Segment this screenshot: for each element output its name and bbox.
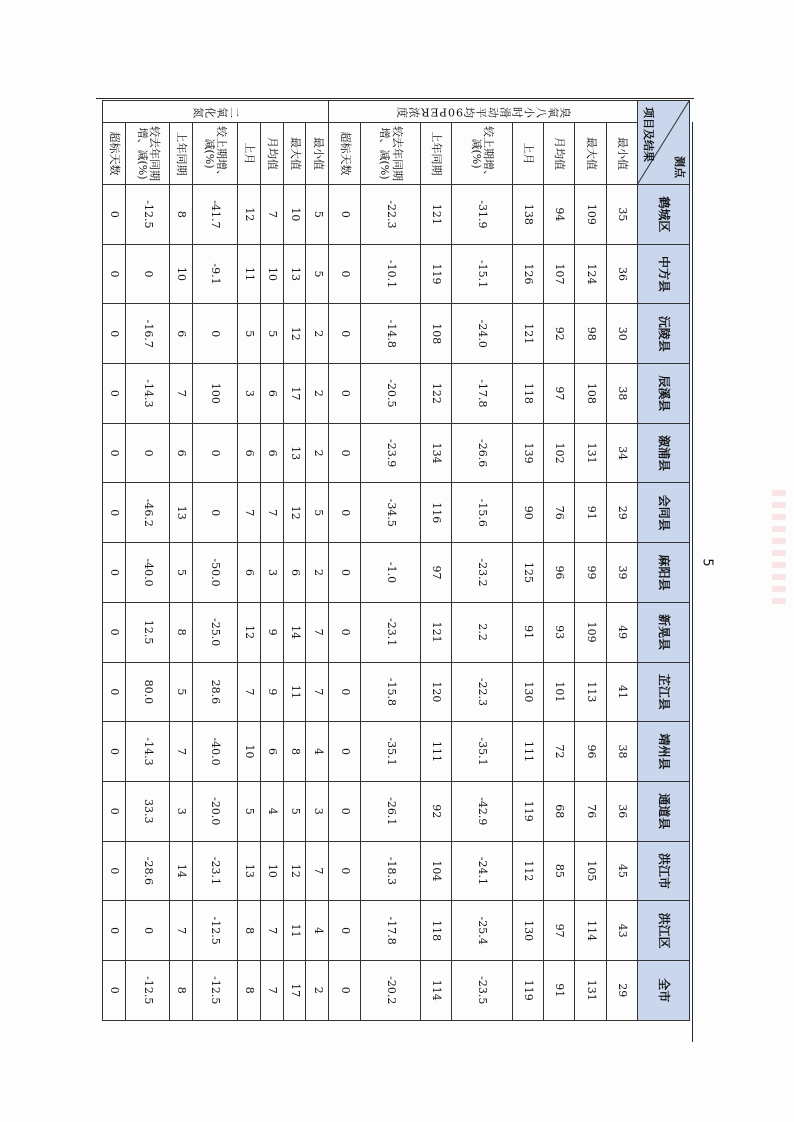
red-stamp-fragment	[772, 490, 786, 610]
row-label: 超标天数	[329, 123, 360, 185]
table-cell: 6	[260, 364, 283, 424]
row-label: 最大值	[575, 123, 606, 185]
group-label: 臭氧八小时滑动平均90PER浓度	[329, 101, 638, 123]
table-cell: 85	[544, 841, 575, 901]
table-cell: 8	[283, 722, 306, 782]
table-cell: -34.5	[360, 483, 420, 543]
table-cell: -41.7	[193, 185, 237, 245]
table-cell: -15.8	[360, 662, 420, 722]
table-cell: 36	[606, 781, 637, 841]
table-cell: -23.1	[360, 602, 420, 662]
table-cell: 119	[512, 960, 543, 1020]
table-cell: 93	[544, 602, 575, 662]
table-cell: 116	[421, 483, 452, 543]
table-cell: 5	[170, 662, 193, 722]
table-cell: 7	[306, 662, 329, 722]
table-cell: 121	[421, 602, 452, 662]
table-cell: 96	[575, 722, 606, 782]
table-cell: -23.9	[360, 423, 420, 483]
table-cell: -42.9	[452, 781, 512, 841]
table-cell: 12	[283, 304, 306, 364]
table-cell: 36	[606, 244, 637, 304]
table-cell: 68	[544, 781, 575, 841]
table-cell: 11	[237, 244, 260, 304]
table-cell: -15.6	[452, 483, 512, 543]
table-cell: 2	[306, 423, 329, 483]
table-cell: 0	[329, 901, 360, 961]
table-cell: 0	[329, 662, 360, 722]
row-label: 较去年同期增、减(%)	[360, 123, 420, 185]
table-cell: 7	[170, 901, 193, 961]
table-cell: 0	[126, 901, 170, 961]
table-cell: 112	[512, 841, 543, 901]
table-cell: 0	[103, 901, 126, 961]
table-cell: -14.3	[126, 722, 170, 782]
corner-header	[638, 101, 690, 185]
table-cell: 0	[329, 244, 360, 304]
table-cell: 0	[329, 722, 360, 782]
table-cell: 108	[421, 304, 452, 364]
table-cell: 0	[126, 244, 170, 304]
table-cell: 7	[260, 483, 283, 543]
table-cell: 2	[306, 304, 329, 364]
column-header: 溆浦县	[638, 423, 690, 483]
row-label: 月均值	[544, 123, 575, 185]
column-header: 辰溪县	[638, 364, 690, 424]
table-cell: 92	[544, 304, 575, 364]
table-row	[575, 101, 606, 1021]
table-cell: 10	[237, 722, 260, 782]
table-cell: 3	[260, 543, 283, 603]
row-label: 超标天数	[103, 123, 126, 185]
table-cell: 12	[283, 841, 306, 901]
scan-border-left	[692, 122, 693, 1042]
table-cell: 114	[575, 901, 606, 961]
table-cell: -20.2	[360, 960, 420, 1020]
table-cell: 118	[512, 364, 543, 424]
table-cell: 10	[260, 244, 283, 304]
table-cell: 8	[170, 185, 193, 245]
table-cell: 10	[170, 244, 193, 304]
column-header: 鹤城区	[638, 185, 690, 245]
table-cell: 34	[606, 423, 637, 483]
table-cell: 0	[329, 781, 360, 841]
table-cell: 122	[421, 364, 452, 424]
table-cell: 10	[260, 841, 283, 901]
table-cell: 6	[260, 423, 283, 483]
table-cell: 33.3	[126, 781, 170, 841]
table-cell: 0	[329, 364, 360, 424]
table-cell: 0	[329, 423, 360, 483]
table-cell: 49	[606, 602, 637, 662]
table-cell: 0	[329, 304, 360, 364]
table-cell: 125	[512, 543, 543, 603]
table-cell: 2	[306, 960, 329, 1020]
table-cell: 76	[575, 781, 606, 841]
table-row	[606, 101, 637, 1021]
row-label: 月均值	[260, 123, 283, 185]
table-cell: 0	[193, 304, 237, 364]
page-number: 5	[699, 558, 715, 567]
table-cell: 14	[283, 602, 306, 662]
table-cell: 7	[260, 185, 283, 245]
table-cell: -26.1	[360, 781, 420, 841]
column-header: 中方县	[638, 244, 690, 304]
column-header: 洪江市	[638, 841, 690, 901]
table-cell: 17	[283, 364, 306, 424]
table-cell: -23.1	[193, 841, 237, 901]
table-cell: 29	[606, 483, 637, 543]
table-row	[512, 101, 543, 1021]
table-cell: 5	[260, 304, 283, 364]
row-label: 上年同期	[170, 123, 193, 185]
table-cell: 113	[575, 662, 606, 722]
row-label: 最小值	[606, 123, 637, 185]
table-row	[544, 101, 575, 1021]
table-cell: 12.5	[126, 602, 170, 662]
table-cell: 38	[606, 722, 637, 782]
column-header: 靖州县	[638, 722, 690, 782]
table-cell: 111	[512, 722, 543, 782]
table-cell: 7	[306, 602, 329, 662]
table-cell: 0	[103, 244, 126, 304]
table-cell: 0	[103, 543, 126, 603]
table-cell: 0	[103, 602, 126, 662]
table-cell: 131	[575, 423, 606, 483]
table-cell: -26.6	[452, 423, 512, 483]
table-cell: 5	[306, 483, 329, 543]
table-cell: 109	[575, 185, 606, 245]
table-cell: 14	[170, 841, 193, 901]
table-cell: 7	[260, 960, 283, 1020]
table-cell: -23.2	[452, 543, 512, 603]
table-cell: -15.1	[452, 244, 512, 304]
table-cell: 91	[575, 483, 606, 543]
table-row	[237, 101, 260, 1021]
table-cell: 102	[544, 423, 575, 483]
table-cell: 0	[103, 781, 126, 841]
table-cell: -16.7	[126, 304, 170, 364]
table-cell: 3	[306, 781, 329, 841]
table-cell: 2	[306, 543, 329, 603]
table-cell: 107	[544, 244, 575, 304]
table-cell: 91	[544, 960, 575, 1020]
table-cell: 2	[306, 364, 329, 424]
table-cell: -22.3	[452, 662, 512, 722]
table-cell: 11	[283, 662, 306, 722]
table-cell: 119	[421, 244, 452, 304]
table-cell: -46.2	[126, 483, 170, 543]
table-row	[170, 101, 193, 1021]
table-cell: 0	[126, 423, 170, 483]
table-cell: 13	[283, 244, 306, 304]
row-label: 上年同期	[421, 123, 452, 185]
table-cell: 12	[283, 483, 306, 543]
table-cell: 38	[606, 364, 637, 424]
table-cell: 126	[512, 244, 543, 304]
table-cell: 96	[544, 543, 575, 603]
table-cell: 10	[283, 185, 306, 245]
table-cell: 6	[170, 304, 193, 364]
column-header: 沅陵县	[638, 304, 690, 364]
row-label: 上月	[237, 123, 260, 185]
column-header: 全市	[638, 960, 690, 1020]
table-cell: 5	[306, 244, 329, 304]
table-cell: -40.0	[193, 722, 237, 782]
table-cell: -24.0	[452, 304, 512, 364]
table-cell: 8	[237, 901, 260, 961]
table-cell: -14.8	[360, 304, 420, 364]
table-row	[260, 101, 283, 1021]
table-cell: 121	[421, 185, 452, 245]
table-cell: 9	[260, 602, 283, 662]
table-cell: 0	[103, 304, 126, 364]
column-header: 新晃县	[638, 602, 690, 662]
table-cell: -50.0	[193, 543, 237, 603]
table-cell: 109	[575, 602, 606, 662]
table-cell: -31.9	[452, 185, 512, 245]
table-cell: 0	[103, 722, 126, 782]
table-cell: 0	[329, 960, 360, 1020]
table-cell: 72	[544, 722, 575, 782]
table-cell: 13	[283, 423, 306, 483]
table-cell: -20.0	[193, 781, 237, 841]
table-row	[306, 101, 329, 1021]
table-cell: 0	[193, 483, 237, 543]
air-quality-table	[102, 100, 690, 1021]
column-header: 麻阳县	[638, 543, 690, 603]
table-cell: 138	[512, 185, 543, 245]
table-cell: -28.6	[126, 841, 170, 901]
table-cell: 8	[170, 960, 193, 1020]
table-cell: 131	[575, 960, 606, 1020]
table-cell: -12.5	[193, 901, 237, 961]
table-cell: -25.4	[452, 901, 512, 961]
table-cell: 130	[512, 901, 543, 961]
table-cell: 0	[329, 483, 360, 543]
table-cell: -12.5	[193, 960, 237, 1020]
table-cell: 6	[283, 543, 306, 603]
table-cell: 5	[306, 185, 329, 245]
table-cell: 0	[329, 841, 360, 901]
table-row	[103, 101, 126, 1021]
table-cell: 4	[260, 781, 283, 841]
group-label: 二氧化氮	[103, 101, 329, 123]
table-cell: -22.3	[360, 185, 420, 245]
table-cell: 92	[421, 781, 452, 841]
table-cell: 43	[606, 901, 637, 961]
table-cell: -17.8	[452, 364, 512, 424]
row-label: 较上期增、减(%)	[452, 123, 512, 185]
table-cell: 0	[103, 960, 126, 1020]
table-cell: 114	[421, 960, 452, 1020]
table-cell: 0	[329, 185, 360, 245]
table-cell: 0	[103, 483, 126, 543]
table-cell: 0	[103, 185, 126, 245]
table-cell: 121	[512, 304, 543, 364]
table-cell: 5	[283, 781, 306, 841]
column-header: 会同县	[638, 483, 690, 543]
table-cell: -20.5	[360, 364, 420, 424]
table-cell: 4	[306, 901, 329, 961]
table-cell: 13	[170, 483, 193, 543]
table-cell: 3	[237, 364, 260, 424]
table-cell: 104	[421, 841, 452, 901]
table-cell: -12.5	[126, 960, 170, 1020]
table-cell: -35.1	[360, 722, 420, 782]
table-cell: 7	[237, 662, 260, 722]
table-cell: 0	[193, 423, 237, 483]
table-cell: 119	[512, 781, 543, 841]
table-cell: 0	[329, 602, 360, 662]
table-cell: -9.1	[193, 244, 237, 304]
table-cell: 8	[170, 602, 193, 662]
table-cell: 97	[421, 543, 452, 603]
table-cell: 29	[606, 960, 637, 1020]
table-cell: -14.3	[126, 364, 170, 424]
table-row	[283, 101, 306, 1021]
table-cell: 118	[421, 901, 452, 961]
table-row	[126, 101, 170, 1021]
table-cell: 97	[544, 364, 575, 424]
table-cell: 9	[260, 662, 283, 722]
table-cell: -40.0	[126, 543, 170, 603]
table-cell: 13	[237, 841, 260, 901]
row-label: 最大值	[283, 123, 306, 185]
scan-border-top	[96, 98, 694, 99]
table-cell: 120	[421, 662, 452, 722]
table-cell: 80.0	[126, 662, 170, 722]
table-cell: 41	[606, 662, 637, 722]
column-header: 洪江区	[638, 901, 690, 961]
table-cell: -23.5	[452, 960, 512, 1020]
table-cell: 76	[544, 483, 575, 543]
row-label: 上月	[512, 123, 543, 185]
table-cell: 3	[170, 781, 193, 841]
table-cell: -25.0	[193, 602, 237, 662]
table-cell: -24.1	[452, 841, 512, 901]
table-cell: 17	[283, 960, 306, 1020]
table-cell: 0	[103, 662, 126, 722]
table-cell: 90	[512, 483, 543, 543]
table-cell: 108	[575, 364, 606, 424]
table-cell: 7	[170, 364, 193, 424]
table-row	[329, 101, 360, 1021]
table-cell: 12	[237, 185, 260, 245]
table-cell: 6	[237, 543, 260, 603]
table-cell: 98	[575, 304, 606, 364]
table-row	[421, 101, 452, 1021]
table-cell: 2.2	[452, 602, 512, 662]
table-cell: 28.6	[193, 662, 237, 722]
table-cell: 12	[237, 602, 260, 662]
table-cell: 0	[103, 423, 126, 483]
table-row	[193, 101, 237, 1021]
table-cell: 97	[544, 901, 575, 961]
table-cell: 7	[306, 841, 329, 901]
table-cell: 35	[606, 185, 637, 245]
table-cell: 45	[606, 841, 637, 901]
table-cell: 105	[575, 841, 606, 901]
table-cell: 0	[329, 543, 360, 603]
corner-bottom-label: 项目及结果	[642, 107, 656, 162]
table-cell: 0	[103, 364, 126, 424]
table-cell: 6	[170, 423, 193, 483]
row-label: 最小值	[306, 123, 329, 185]
column-header: 芷江县	[638, 662, 690, 722]
table-cell: 130	[512, 662, 543, 722]
table-cell: 7	[260, 901, 283, 961]
table-row	[452, 101, 512, 1021]
table-cell: 30	[606, 304, 637, 364]
table-cell: -17.8	[360, 901, 420, 961]
table-cell: 5	[170, 543, 193, 603]
table-cell: 139	[512, 423, 543, 483]
table-cell: 7	[170, 722, 193, 782]
row-label: 较去年同期增、减(%)	[126, 123, 170, 185]
table-cell: 5	[237, 781, 260, 841]
table-cell: 5	[237, 304, 260, 364]
table-cell: 6	[260, 722, 283, 782]
table-cell: 101	[544, 662, 575, 722]
table-cell: 0	[103, 841, 126, 901]
table-cell: 99	[575, 543, 606, 603]
table-cell: -12.5	[126, 185, 170, 245]
rotated-table-container	[102, 100, 690, 1020]
table-cell: 8	[237, 960, 260, 1020]
table-cell: 124	[575, 244, 606, 304]
table-cell: 39	[606, 543, 637, 603]
column-header: 通道县	[638, 781, 690, 841]
table-cell: -10.1	[360, 244, 420, 304]
table-cell: 7	[237, 483, 260, 543]
row-label: 较上期增、减(%)	[193, 123, 237, 185]
corner-top-label: 测点	[673, 156, 686, 178]
table-cell: 4	[306, 722, 329, 782]
table-cell: 11	[283, 901, 306, 961]
table-cell: -1.0	[360, 543, 420, 603]
table-cell: 134	[421, 423, 452, 483]
table-cell: -18.3	[360, 841, 420, 901]
table-cell: 100	[193, 364, 237, 424]
table-cell: -35.1	[452, 722, 512, 782]
table-cell: 91	[512, 602, 543, 662]
table-row	[360, 101, 420, 1021]
table-cell: 111	[421, 722, 452, 782]
table-cell: 6	[237, 423, 260, 483]
table-cell: 94	[544, 185, 575, 245]
header-row	[638, 101, 690, 1021]
